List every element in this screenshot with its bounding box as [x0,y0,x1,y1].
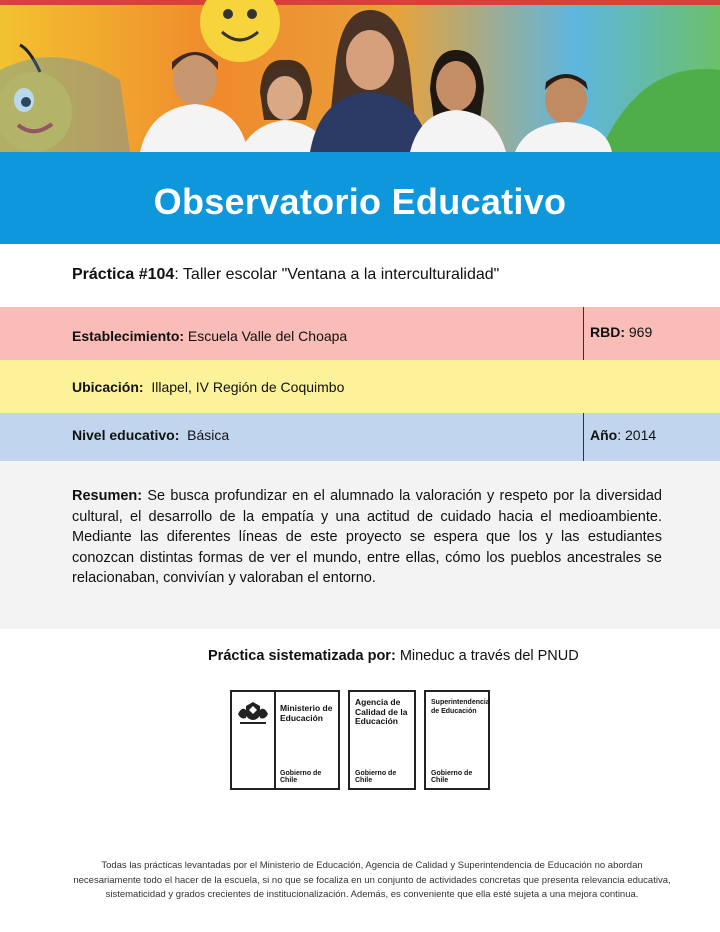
logo-name-line: Educación [355,716,398,726]
anio-value: : 2014 [617,427,657,443]
logo-name-line: Educación [280,712,323,723]
hero-photo [0,0,720,152]
ubicacion-value: Illapel, IV Región de Coquimbo [151,378,345,395]
nivel-cell [72,413,229,461]
logo-name-line: Superintendencia [431,699,490,706]
practica-heading [72,266,499,284]
logo-name-line: Ministerio de [280,703,333,713]
page-title: Observatorio Educativo [153,181,567,222]
footer-disclaimer: Todas las prácticas levantadas por el Ministerio de Educación, Agencia de Calidad y Superintendencia de Educación no abordan necesariamente todo el hacer de la escuela, si no que se focaliza en un conjunto de actividades concretas que presenta relevancia educativa, sistematicidad y grados crecientes de institucionalización. Además, es conveniente que ella esté sujeta a una mejora continua. [73,860,671,900]
ubicacion-label: Ubicación: [72,378,144,395]
logo-superintendencia [424,690,490,790]
resumen-label: Resumen: [72,488,143,504]
logo-ministerio-educacion [230,690,340,790]
nivel-label: Nivel educativo: [72,427,180,443]
anio-cell [590,413,656,461]
rbd-cell [590,307,652,360]
hero-photo-illustration [0,0,720,152]
row-ubicacion [0,360,720,413]
sistematizada-label: Práctica sistematizada por: [208,648,396,664]
coat-of-arms-icon [236,700,270,726]
rbd-value: 969 [628,323,653,340]
logo-gob-text: Gobierno de Chile [355,770,397,784]
resumen-section [0,461,720,629]
row-divider [583,413,584,461]
rbd-label: RBD: [590,323,625,340]
ubicacion-cell [72,360,344,413]
practica-label: Práctica #104 [72,266,175,283]
title-band [0,152,720,244]
logo-gob-text: Gobierno de Chile [280,770,322,784]
establecimiento-label: Establecimiento: [72,327,185,344]
logo-name-line: de Educación [431,707,477,715]
row-nivel [0,413,720,461]
establecimiento-value: Escuela Valle del Choapa [187,327,348,344]
row-establecimiento [0,307,720,360]
logo-gob-text: Gobierno de Chile [431,770,473,784]
row-divider [583,307,584,360]
establecimiento-cell [72,307,347,360]
nivel-value: Básica [187,427,230,443]
practica-title: : Taller escolar "Ventana a la interculturalidad" [174,266,500,283]
sistematizada-line [208,648,579,664]
logo-agencia-calidad [348,690,416,790]
anio-label: Año [590,427,618,443]
logo-name-line: Calidad de la [355,706,408,717]
resumen-text: Se busca profundizar en el alumnado la valoración y respeto por la diversidad cultural, el desarrollo de la empatía y una actitud de cuidado hacia el medioambiente. Mediante las diferentes líneas de este proyecto se espera que los y las estudiantes conozcan distintas formas de ver el mundo, entre ellas, cómo los pueblos ancestrales se relacionaban, convivían y valoraban el entorno. [72,488,663,586]
logo-name-line: Agencia de [355,697,401,707]
resumen-paragraph [72,486,662,589]
sistematizada-value: Mineduc a través del PNUD [399,648,579,664]
